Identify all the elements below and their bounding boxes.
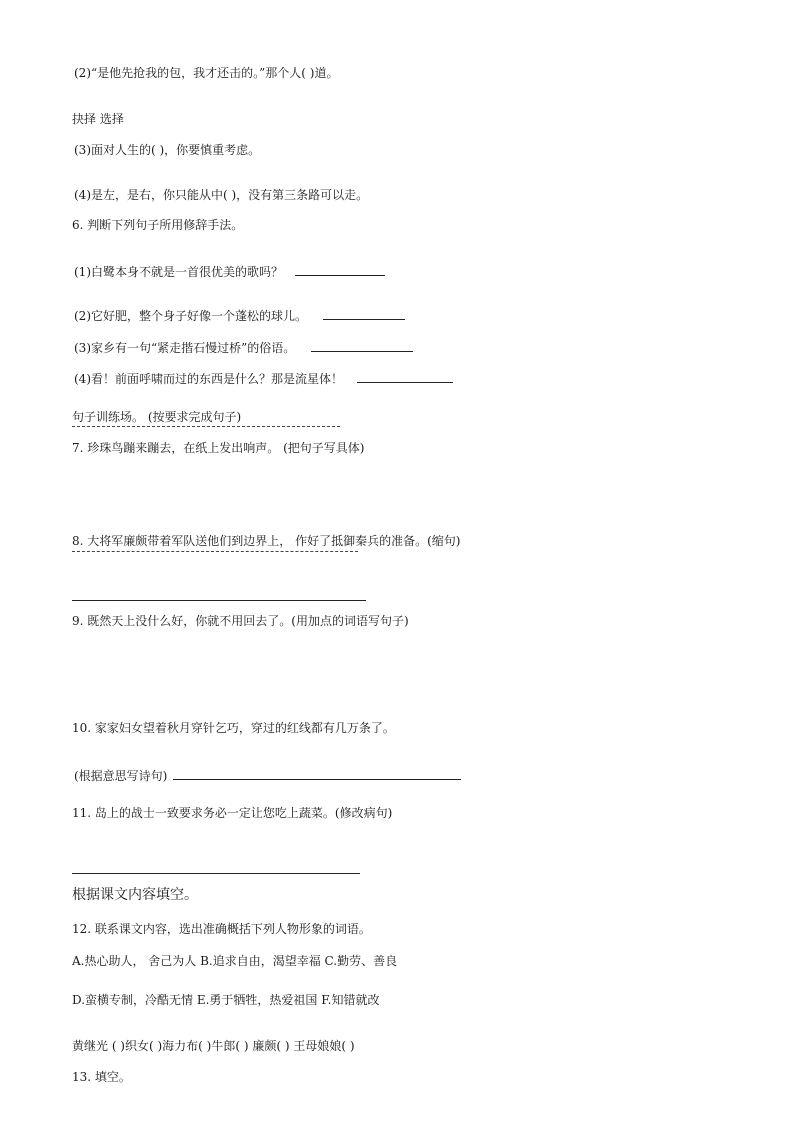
section-text-fill: 根据课文内容填空。: [72, 887, 198, 903]
q6-item-3-text: (3)家乡有一句“紧走揩石慢过桥”的俗语。: [74, 341, 296, 355]
q12-people-blanks: 黄继光 ( )织女( )海力布( )牛郎( ) 廉颇( ) 王母娘娘( ): [72, 1039, 355, 1053]
dashed-underline: [72, 551, 358, 552]
q6-item-4: [74, 370, 453, 387]
question-7: 7. 珍珠鸟蹦来蹦去，在纸上发出响声。 (把句子写具体): [72, 441, 365, 455]
answer-blank[interactable]: [173, 767, 461, 780]
answer-blank[interactable]: [357, 370, 453, 383]
question-11: 11. 岛上的战士一致要求务必一定让您吃上蔬菜。(修改病句): [72, 806, 393, 820]
answer-line[interactable]: [72, 873, 360, 874]
question-9: 9. 既然天上没什么好，你就不用回去了。(用加点的词语写句子): [72, 614, 409, 628]
q12-options-line-2: D.蛮横专制，冷酷无情 E.勇于牺牲，热爱祖国 F.知错就改: [72, 993, 380, 1007]
q10-answer-row: [74, 767, 461, 784]
q6-item-3: [74, 339, 413, 356]
dashed-underline: [72, 426, 340, 427]
q6-item-2: [74, 307, 405, 324]
section-sentence-training: 句子训练场。 (按要求完成句子): [72, 410, 242, 424]
q6-item-4-text: (4)看！前面呼啸而过的东西是什么？那是流星体！: [74, 372, 343, 386]
q6-item-1-text: (1)白鹭本身不就是一首很优美的歌吗？: [74, 265, 283, 279]
question-6: 6. 判断下列句子所用修辞手法。: [72, 218, 244, 232]
question-12: 12. 联系课文内容，选出准确概括下列人物形象的词语。: [72, 922, 371, 936]
q12-options-line-1: A.热心助人， 舍己为人 B.追求自由，渴望幸福 C.勤劳、善良: [72, 954, 398, 968]
answer-line[interactable]: [72, 600, 366, 601]
q5-item-3: (3)面对人生的( )，你要慎重考虑。: [74, 143, 261, 157]
q5-item-4: (4)是左，是右，你只能从中( )，没有第三条路可以走。: [74, 188, 369, 202]
question-13: 13. 填空。: [72, 1070, 131, 1084]
answer-blank[interactable]: [311, 339, 413, 352]
word-pair: 抉择 选择: [72, 112, 124, 126]
q5-item-2: (2)“是他先抢我的包，我才还击的。”那个人( )道。: [74, 66, 339, 80]
q6-item-1: [74, 263, 385, 280]
answer-blank[interactable]: [323, 307, 405, 320]
question-10: 10. 家家妇女望着秋月穿针乞巧，穿过的红线都有几万条了。: [72, 721, 395, 735]
q6-item-2-text: (2)它好肥，整个身子好像一个蓬松的球儿。: [74, 309, 307, 323]
q10-hint: (根据意思写诗句): [74, 769, 168, 783]
answer-blank[interactable]: [295, 263, 385, 276]
question-8: 8. 大将军廉颇带着军队送他们到边界上， 作好了抵御秦兵的准备。(缩句): [72, 534, 461, 548]
